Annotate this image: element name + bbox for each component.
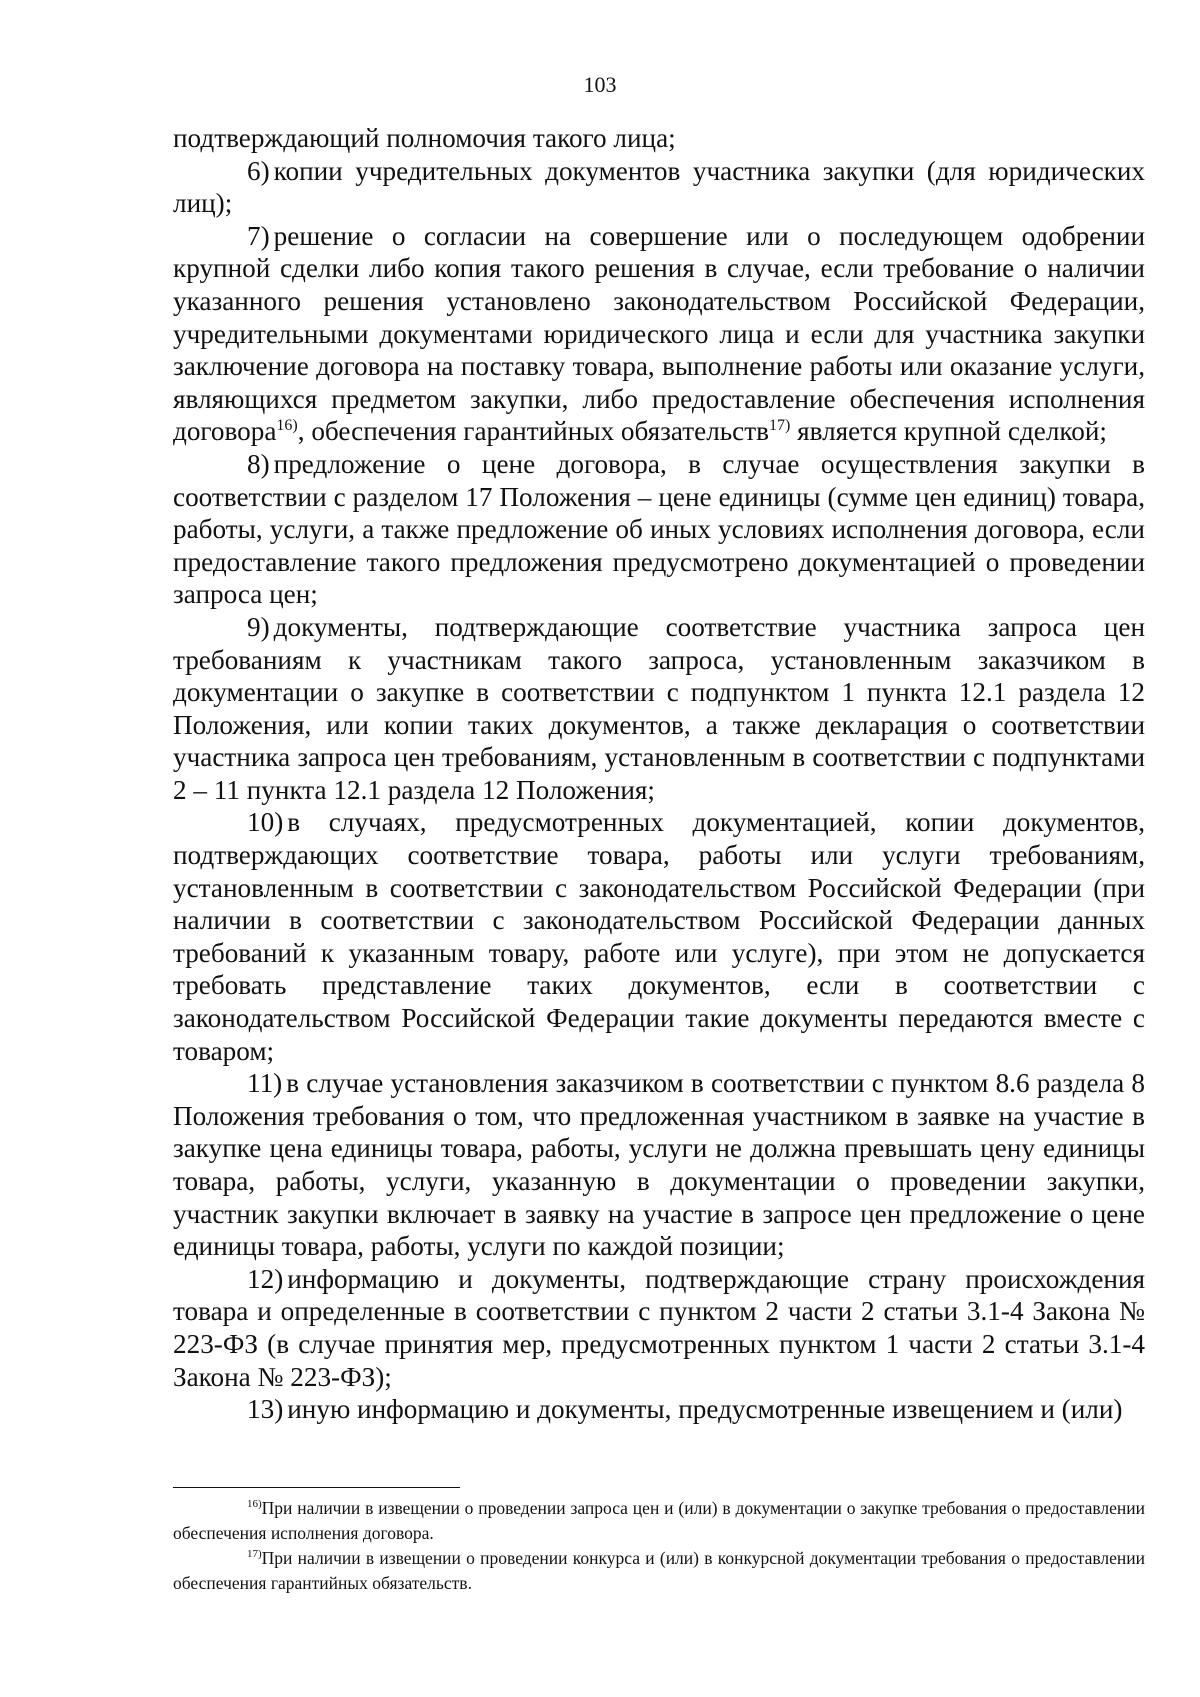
- list-item-12: [173, 1263, 1145, 1393]
- list-item-10: [173, 806, 1145, 1067]
- list-item-number: 8): [247, 448, 270, 479]
- footnote-mark: 17): [247, 1548, 262, 1561]
- list-item-number: 6): [247, 155, 270, 186]
- list-item-13: [173, 1393, 1145, 1426]
- list-item-text: предложение о цене договора, в случае осуществления закупки в соответствии с разделом 17 Положения – цене единицы (сумме цен единиц) товара, работы, услуги, а также предложение об иных условиях исполнения договора, если предоставление такого предложения предусмотрено документацией о проведении запроса цен;: [173, 448, 1145, 610]
- page-number: 103: [583, 72, 617, 97]
- list-item-9: [173, 611, 1145, 807]
- list-item-7: [173, 220, 1145, 448]
- footnote-17: [173, 1546, 1145, 1596]
- list-item-text: в случаях, предусмотренных документацией, копии документов, подтверждающих соответствие товара, работы или услуги требованиям, установленным в соответствии с законодательством Российской Федерации (при наличии в соответствии с законодательством Российской Федерации данных требований к указанным товару, работе или услуге), при этом не допускается требовать представление таких документов, если в соответствии с законодательством Российской Федерации такие документы передаются вместе с товаром;: [173, 807, 1145, 1066]
- footnote-ref-17: 17): [768, 417, 791, 435]
- list-item-text: иную информацию и документы, предусмотренные извещением и (или): [287, 1394, 1123, 1425]
- list-item-text: решение о согласии на совершение или о последующем одобрении крупной сделки либо копия такого решения в случае, если требование о наличии указанного решения установлено законодательством Российской Федерации, учредительными документами юридического лица и если для участника закупки заключение договора на поставку товара, выполнение работы или оказание услуги, являющихся предметом закупки, либо предоставление обеспечения исполнения договора: [173, 220, 1145, 447]
- list-item-11: [173, 1067, 1145, 1263]
- document-body: [173, 122, 1145, 1426]
- footnote-16: [173, 1496, 1145, 1546]
- list-item-number: 11): [247, 1068, 283, 1099]
- list-item-text: копии учредительных документов участника закупки (для юридических лиц);: [173, 155, 1145, 219]
- list-item-6: [173, 155, 1145, 220]
- list-item-number: 10): [247, 807, 284, 838]
- list-item-text-end: является крупной сделкой;: [790, 416, 1107, 447]
- list-item-text: документы, подтверждающие соответствие участника запроса цен требованиям к участникам такого запроса, установленным заказчиком в документации о закупке в соответствии с подпунктом 1 пункта 12.1 раздела 12 Положения, или копии таких документов, а также декларация о соответствии участника запроса цен требованиям, установленным в соответствии с подпунктами 2 – 11 пункта 12.1 раздела 12 Положения;: [173, 611, 1145, 805]
- footnote-separator: [173, 1487, 460, 1488]
- list-item-number: 9): [247, 611, 270, 642]
- footnote-mark: 16): [247, 1498, 262, 1511]
- list-item-text: информацию и документы, подтверждающие страну происхождения товара и определенные в соответствии с пунктом 2 части 2 статьи 3.1-4 Закона № 223-ФЗ (в случае принятия мер, предусмотренных пунктом 1 части 2 статьи 3.1-4 Закона № 223-ФЗ);: [173, 1263, 1145, 1392]
- list-item-number: 7): [247, 220, 270, 251]
- list-item-text-middle: , обеспечения гарантийных обязательств: [297, 416, 769, 447]
- list-item-text: в случае установления заказчиком в соответствии с пунктом 8.6 раздела 8 Положения требования о том, что предложенная участником в заявке на участие в закупке цена единицы товара, работы, услуги не должна превышать цену единицы товара, работы, услуги, указанную в документации о проведении закупки, участник закупки включает в заявку на участие в запросе цен предложение о цене единицы товара, работы, услуги по каждой позиции;: [173, 1068, 1145, 1262]
- continuation-text: подтверждающий полномочия такого лица;: [173, 123, 676, 153]
- list-item-8: [173, 448, 1145, 611]
- continuation-paragraph: [173, 122, 1145, 155]
- list-item-number: 12): [247, 1263, 284, 1294]
- footnote-text: При наличии в извещении о проведении конкурса и (или) в конкурсной документации требования о предоставлении обеспечения гарантийных обязательств.: [173, 1548, 1145, 1593]
- footnote-ref-16: 16): [276, 417, 298, 435]
- footnote-text: При наличии в извещении о проведении запроса цен и (или) в документации о закупке требования о предоставлении обеспечения исполнения договора.: [173, 1498, 1145, 1543]
- footnotes: [173, 1496, 1145, 1596]
- list-item-number: 13): [247, 1394, 284, 1425]
